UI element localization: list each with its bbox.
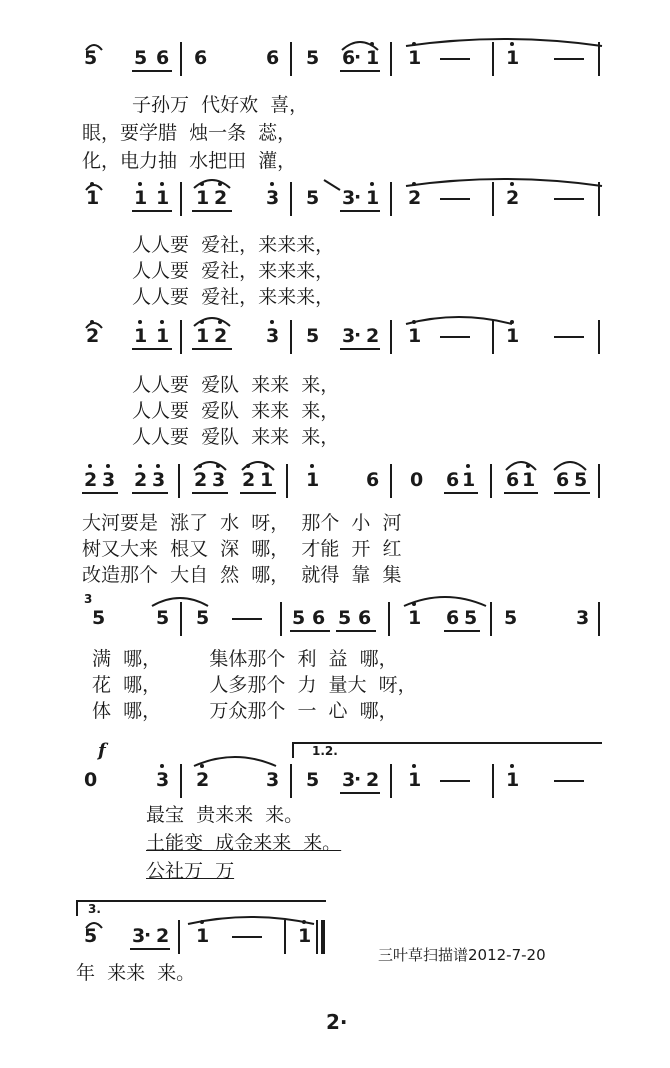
aug-dot: · (354, 324, 362, 346)
tie (186, 912, 316, 926)
octave-dot (138, 320, 142, 324)
note: 6 (446, 607, 460, 629)
octave-dot (270, 182, 274, 186)
beam (240, 492, 276, 494)
octave-dot (216, 464, 220, 468)
barline (390, 320, 392, 354)
note: 5 (292, 607, 306, 629)
note: 6 (342, 47, 356, 69)
note: 1 (196, 187, 210, 209)
aug-dot: · (354, 186, 362, 208)
note: 1 (366, 47, 380, 69)
aug-dot: · (354, 768, 362, 790)
octave-dot (412, 182, 416, 186)
barline (598, 182, 600, 216)
notation-row (0, 180, 670, 220)
octave-dot (160, 320, 164, 324)
note: 1 (306, 469, 320, 491)
barline (286, 464, 288, 498)
barline (290, 320, 292, 354)
barline (390, 764, 392, 798)
beam (340, 70, 380, 72)
aug-dot: · (144, 924, 152, 946)
beam (340, 348, 380, 350)
final-barline-thick (321, 920, 325, 954)
extension-dash (554, 198, 584, 200)
barline (598, 602, 600, 636)
barline (390, 464, 392, 498)
octave-dot (302, 920, 306, 924)
notation-row (0, 592, 670, 640)
note: 6 (556, 469, 570, 491)
octave-dot (510, 320, 514, 324)
barline (490, 602, 492, 636)
lyric-verse-2: 人人要 爱社，来来来， (132, 260, 335, 282)
octave-dot (310, 464, 314, 468)
lyric-verse-1: 大河要是 涨了 水 呀， 那个 小 河 (82, 512, 402, 534)
note: 5 (306, 47, 320, 69)
tie (404, 174, 604, 188)
extension-dash (554, 336, 584, 338)
note: 1 (506, 769, 520, 791)
note: 1 (462, 469, 476, 491)
octave-dot (156, 464, 160, 468)
beam (192, 348, 232, 350)
note: 6 (358, 607, 372, 629)
dynamic-marking: f (98, 740, 106, 761)
note: 2 (214, 187, 228, 209)
beam (336, 630, 376, 632)
note: 6 (446, 469, 460, 491)
extension-dash (440, 780, 470, 782)
notation-row (0, 918, 670, 958)
barline (290, 764, 292, 798)
barline (492, 182, 494, 216)
note: 3 (212, 469, 226, 491)
note: 1 (86, 187, 100, 209)
octave-dot (510, 182, 514, 186)
barline (180, 182, 182, 216)
barline (280, 602, 282, 636)
barline (290, 42, 292, 76)
barline (390, 42, 392, 76)
extension-dash (554, 780, 584, 782)
note: 2 (242, 469, 256, 491)
note: 5 (464, 607, 478, 629)
lyric-verse-3: 人人要 爱队 来来 来， (132, 426, 340, 448)
barline (178, 920, 180, 954)
lyric-verse-1: 年 来来 来。 (76, 962, 196, 984)
notation-row (0, 40, 670, 80)
octave-dot (412, 320, 416, 324)
lyric-verse-2: 人人要 爱队 来来 来， (132, 400, 340, 422)
barline (492, 42, 494, 76)
note: 3 (132, 925, 146, 947)
final-barline-thin (316, 920, 318, 954)
note: 5 (306, 325, 320, 347)
octave-dot (370, 182, 374, 186)
barline (598, 464, 600, 498)
lyric-verse-1: 最宝 贵来来 来。 (146, 804, 304, 826)
octave-dot (412, 602, 416, 606)
octave-dot (200, 320, 204, 324)
note: 6 (194, 47, 208, 69)
note: 1 (196, 925, 210, 947)
slur (192, 752, 278, 768)
volta-label: 1.2. (312, 744, 338, 758)
barline (492, 320, 494, 354)
note: 0 (84, 769, 98, 791)
note: 5 (156, 607, 170, 629)
note: 5 (504, 607, 518, 629)
beam (340, 210, 380, 212)
lyric-verse-3: 人人要 爱社，来来来， (132, 286, 335, 308)
lyric-verse-3: 化，电力抽 水把田 灌， (82, 150, 297, 172)
note: 2 (86, 325, 100, 347)
octave-dot (466, 464, 470, 468)
note: 1 (408, 47, 422, 69)
octave-dot (510, 42, 514, 46)
volta-label: 3. (88, 902, 101, 916)
notation-row (0, 462, 670, 502)
note: 5 (338, 607, 352, 629)
note: 3 (342, 325, 356, 347)
note: 1 (408, 769, 422, 791)
beam (192, 210, 232, 212)
extension-dash (232, 936, 262, 938)
beam (340, 792, 380, 794)
note: 6 (156, 47, 170, 69)
extension-dash (440, 336, 470, 338)
octave-dot (90, 182, 94, 186)
lyric-verse-3: 公社万 万 (146, 860, 235, 882)
note: 1 (134, 325, 148, 347)
note: 3 (342, 187, 356, 209)
octave-dot (200, 182, 204, 186)
note: 3 (102, 469, 116, 491)
octave-dot (200, 764, 204, 768)
note: 3 (152, 469, 166, 491)
scan-watermark: 三叶草扫描谱2012-7-20 (378, 946, 546, 964)
barline (284, 920, 286, 954)
aug-dot: · (354, 46, 362, 68)
barline (178, 464, 180, 498)
beam (82, 492, 118, 494)
tie (404, 312, 514, 326)
note: 2 (194, 469, 208, 491)
beam (132, 348, 172, 350)
note: 1 (134, 187, 148, 209)
extension-dash (232, 618, 262, 620)
lyric-verse-3: 体 哪， 万众那个 一 心 哪， (92, 700, 398, 722)
barline (492, 764, 494, 798)
octave-dot (510, 764, 514, 768)
note: 2 (84, 469, 98, 491)
octave-dot (218, 320, 222, 324)
note: 5 (92, 607, 106, 629)
note: 0 (410, 469, 424, 491)
octave-dot (270, 320, 274, 324)
octave-dot (370, 42, 374, 46)
note: 3 (266, 187, 280, 209)
extension-dash (440, 58, 470, 60)
barline (390, 182, 392, 216)
barline (490, 464, 492, 498)
beam (290, 630, 330, 632)
octave-dot (246, 464, 250, 468)
notation-row (0, 762, 670, 802)
beam (132, 210, 172, 212)
lyric-verse-1: 满 哪， 集体那个 利 益 哪， (92, 648, 398, 670)
note: 1 (506, 47, 520, 69)
beam (554, 492, 590, 494)
octave-dot (412, 42, 416, 46)
note: 6 (266, 47, 280, 69)
beam (130, 948, 170, 950)
octave-dot (88, 464, 92, 468)
note: 2 (408, 187, 422, 209)
octave-dot (138, 182, 142, 186)
tie (404, 34, 604, 48)
note: 2 (196, 769, 210, 791)
note: 2 (366, 769, 380, 791)
note: 2 (156, 925, 170, 947)
lyric-verse-2: 树又大来 根又 深 哪， 才能 开 红 (82, 538, 402, 560)
notation-row (0, 318, 670, 358)
octave-dot (218, 182, 222, 186)
page-number: 2· (326, 1010, 348, 1034)
lyric-verse-3: 改造那个 大自 然 哪， 就得 靠 集 (82, 564, 402, 586)
volta-bracket (292, 742, 602, 758)
barline (598, 42, 600, 76)
lyric-verse-2: 土能变 成金来来 来。 (146, 832, 342, 854)
octave-dot (526, 464, 530, 468)
note: 1 (366, 187, 380, 209)
slur (322, 178, 342, 192)
note: 5 (306, 187, 320, 209)
note: 1 (156, 187, 170, 209)
barline (180, 42, 182, 76)
note: 1 (196, 325, 210, 347)
octave-dot (412, 764, 416, 768)
barline (598, 320, 600, 354)
note: 1 (408, 325, 422, 347)
beam (504, 492, 538, 494)
note: 1 (408, 607, 422, 629)
note: 1 (156, 325, 170, 347)
note: 1 (522, 469, 536, 491)
barline (180, 320, 182, 354)
octave-dot (90, 320, 94, 324)
note: 2 (366, 325, 380, 347)
octave-dot (106, 464, 110, 468)
extension-dash (554, 58, 584, 60)
note: 5 (196, 607, 210, 629)
beam (444, 492, 478, 494)
note: 3 (576, 607, 590, 629)
note: 1 (298, 925, 312, 947)
beam (444, 630, 480, 632)
octave-dot (160, 182, 164, 186)
note: 2 (214, 325, 228, 347)
beam (192, 492, 228, 494)
note: 3 (266, 769, 280, 791)
note: 5 (134, 47, 148, 69)
octave-dot (138, 464, 142, 468)
octave-dot (160, 764, 164, 768)
note: 6 (506, 469, 520, 491)
note: 1 (260, 469, 274, 491)
beam (132, 70, 172, 72)
barline (388, 602, 390, 636)
note: 5 (574, 469, 588, 491)
octave-dot (200, 920, 204, 924)
lyric-verse-2: 眼，要学腊 烛一条 蕊， (82, 122, 297, 144)
grace-note: 3 (84, 592, 93, 606)
barline (180, 602, 182, 636)
lyric-verse-1: 子孙万 代好欢 喜， (132, 94, 309, 116)
note: 5 (84, 925, 98, 947)
note: 6 (366, 469, 380, 491)
lyric-verse-1: 人人要 爱社，来来来， (132, 234, 335, 256)
barline (180, 764, 182, 798)
octave-dot (264, 464, 268, 468)
note: 3 (156, 769, 170, 791)
note: 3 (266, 325, 280, 347)
note: 5 (306, 769, 320, 791)
note: 5 (84, 47, 98, 69)
note: 6 (312, 607, 326, 629)
note: 3 (342, 769, 356, 791)
octave-dot (198, 464, 202, 468)
beam (132, 492, 168, 494)
barline (290, 182, 292, 216)
lyric-verse-2: 花 哪， 人多那个 力 量大 呀， (92, 674, 417, 696)
lyric-verse-1: 人人要 爱队 来来 来， (132, 374, 340, 396)
note: 2 (506, 187, 520, 209)
note: 1 (506, 325, 520, 347)
note: 2 (134, 469, 148, 491)
extension-dash (440, 198, 470, 200)
